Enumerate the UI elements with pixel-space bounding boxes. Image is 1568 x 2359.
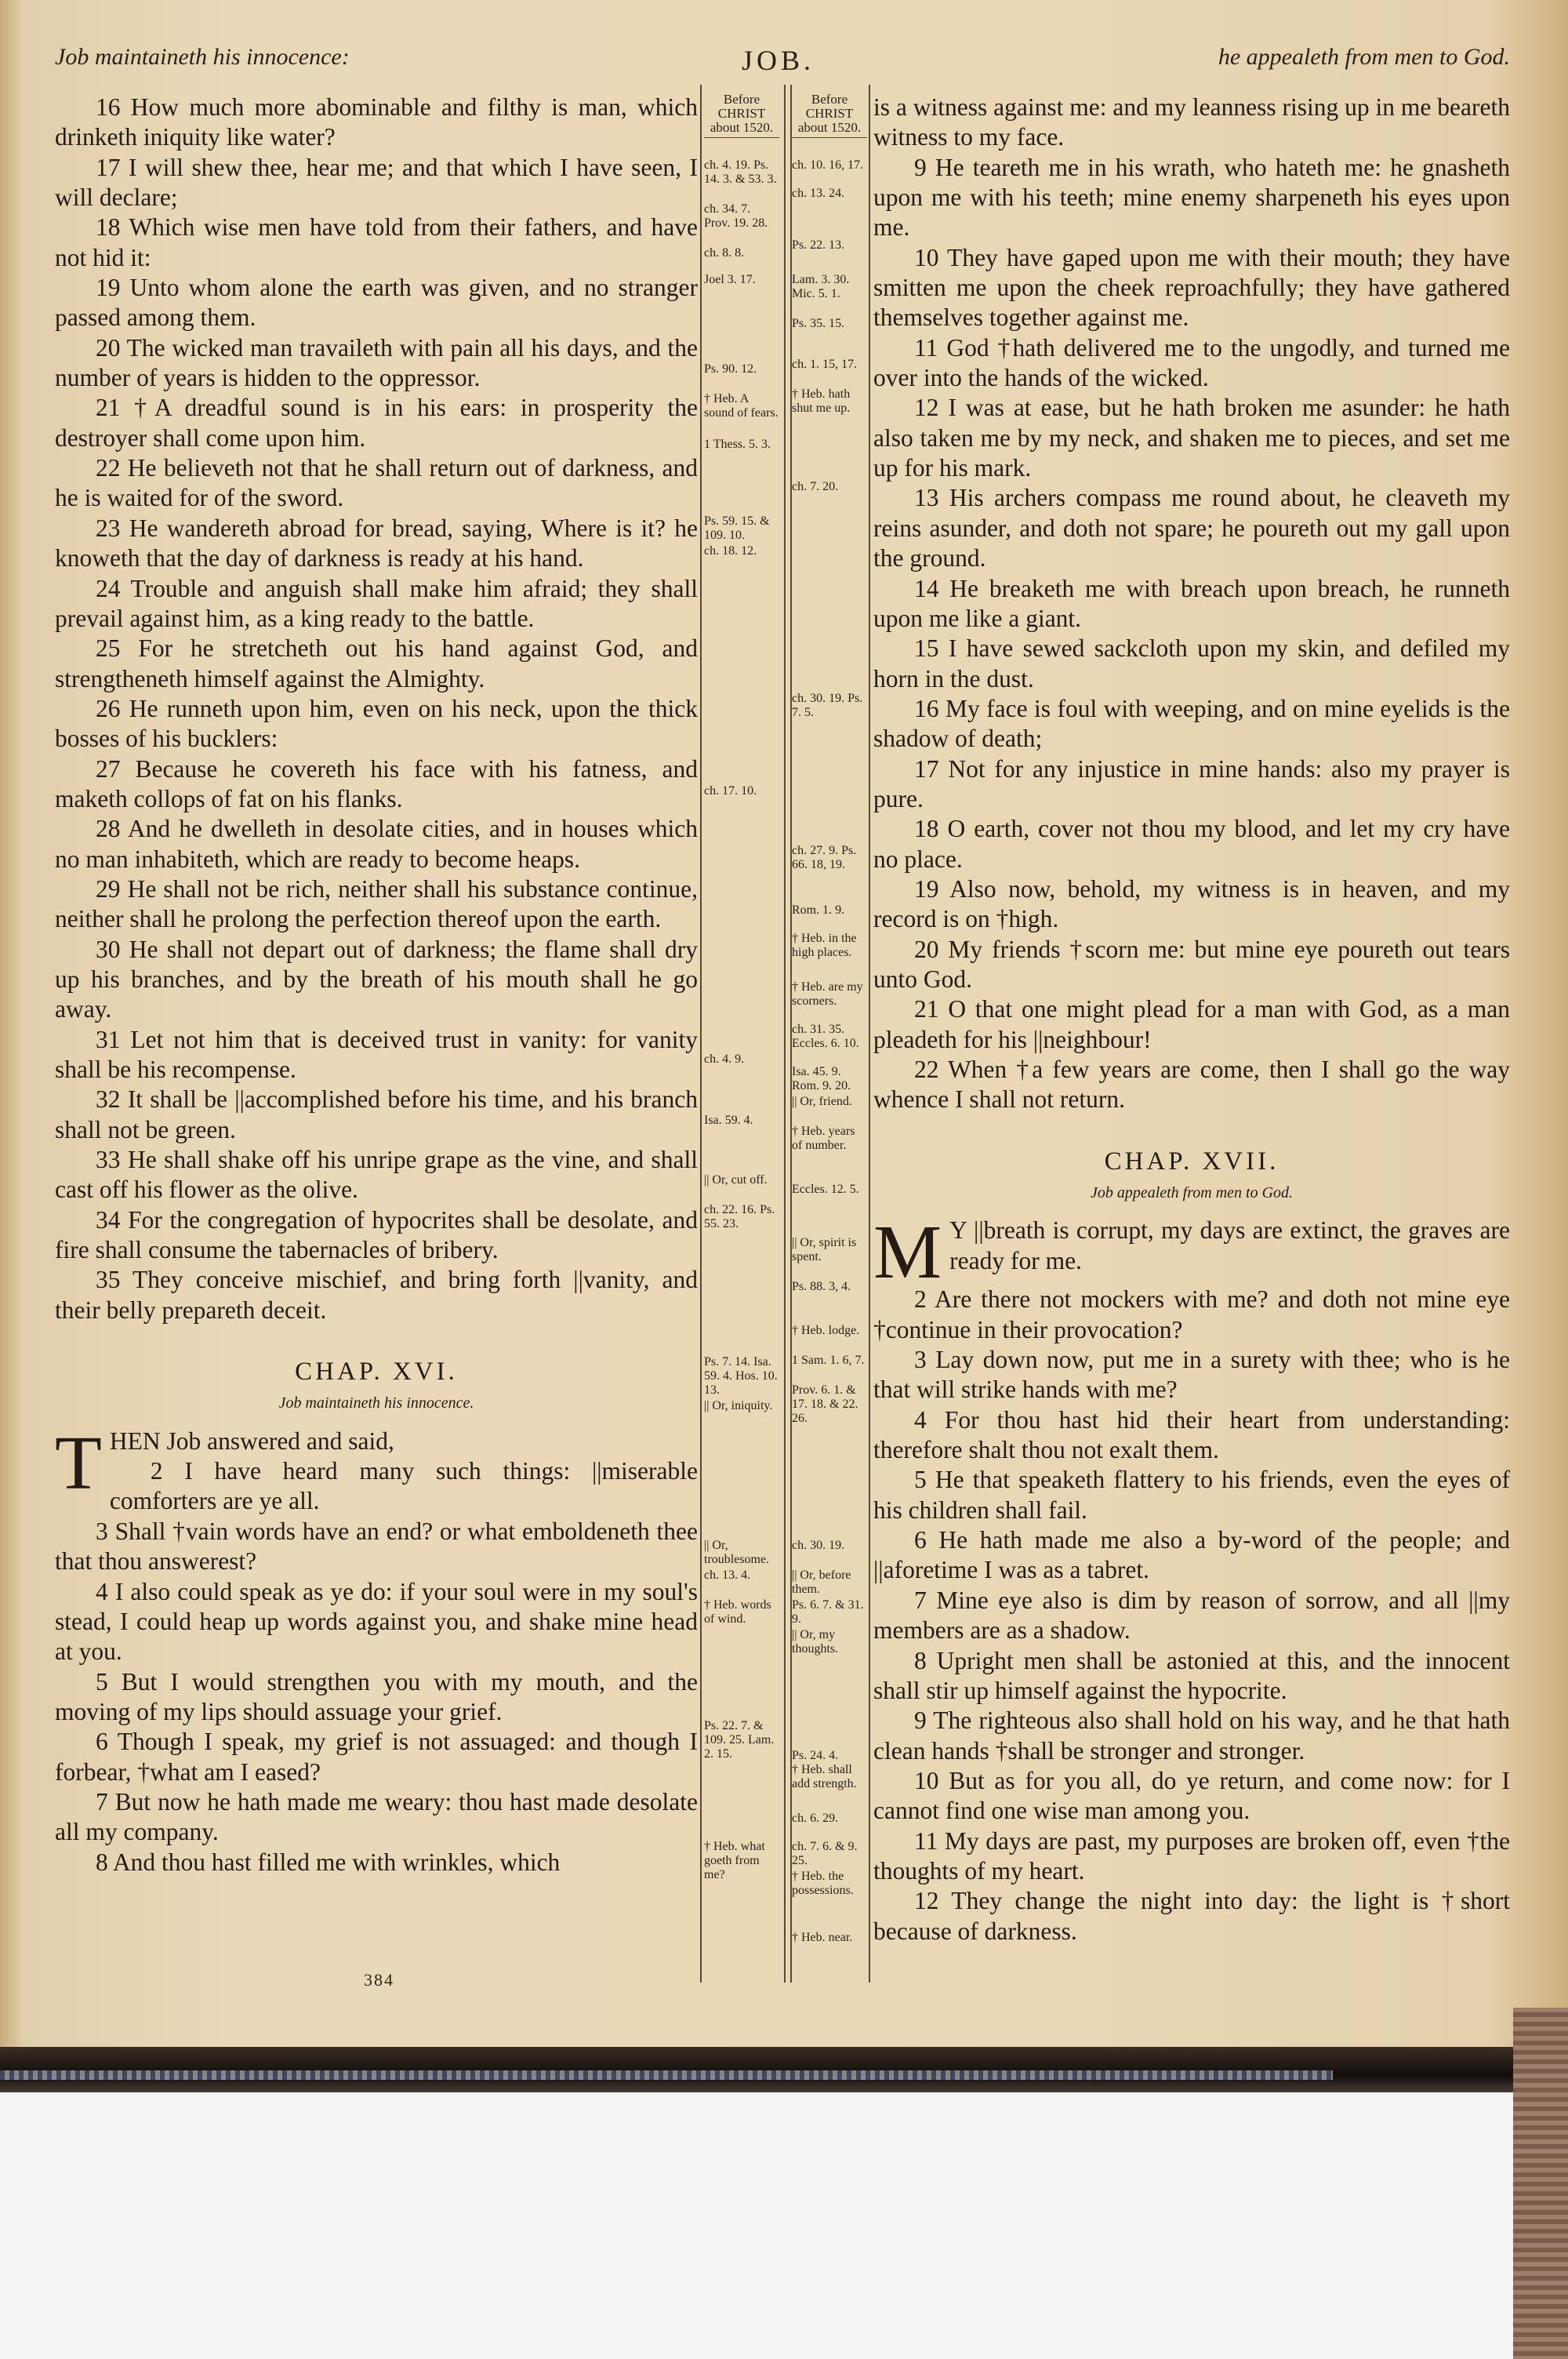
verse: 16 My face is foul with weeping, and on mine eyelids is the shadow of death; [873,694,1510,753]
margin-note: || Or, cut off. [704,1173,768,1187]
verse: 18 O earth, cover not thou my blood, and let my cry have no place. [873,815,1510,873]
background-surface [0,2092,1513,2359]
margin-note: ch. 4. 19. Ps. 14. 3. & 53. 3. [704,158,777,186]
margin-note: † Heb. years of number. [792,1125,855,1152]
margin-note: Isa. 45. 9. Rom. 9. 20. [792,1065,851,1092]
margin-header-line: Before [811,92,848,107]
running-head-right: he appealeth from men to God. [1218,44,1510,70]
chapter-summary: Job maintaineth his innocence. [278,1394,474,1412]
margin-note: † Heb. in the high places. [792,932,857,959]
verse: 4 I also could speak as ye do: if your soul were in my soul's stead, I could heap up words against you, and shake mine head at you. [55,1577,698,1666]
margin-note: Joel 3. 17. [704,273,756,286]
verse: 27 Because he covereth his face with his fatness, and maketh collops of fat on his flanks. [55,754,698,812]
margin-note: Ps. 59. 15. & 109. 10. [704,514,770,542]
verse: is a witness against me: and my leanness rising up in me beareth witness to my face. [873,93,1510,151]
verse: 2 Are there not mockers with me? and doth not mine eye †continue in their provocation? [873,1285,1510,1343]
verse: 15 I have sewed sackcloth upon my skin, and defiled my horn in the dust. [873,634,1510,692]
verse: 9 He teareth me in his wrath, who hateth me: he gnasheth upon me with his teeth; mine enemy sharpeneth his eyes upon me. [873,153,1510,242]
verse: 14 He breaketh me with breach upon breach, he runneth upon me like a giant. [873,574,1510,632]
margin-note: ch. 30. 19. Ps. 7. 5. [792,692,863,719]
verse: 9 The righteous also shall hold on his way, and he that hath clean hands †shall be stronger and stronger. [873,1707,1510,1765]
verse: 12 I was at ease, but he hath broken me asunder: he hath also taken me by my neck, and shaken me to pieces, and set me up for his mark. [873,394,1510,482]
verse: 17 Not for any injustice in mine hands: also my prayer is pure. [873,754,1510,812]
verse: Y ||breath is corrupt, my days are extinct, the graves are ready for me. [949,1216,1510,1274]
verse: 8 Upright men shall be astonied at this, and the innocent shall stir up himself against the hypocrite. [873,1646,1510,1704]
verse: 19 Unto whom alone the earth was given, and no stranger passed among them. [55,274,698,332]
verse: HEN Job answered and said, [109,1427,394,1455]
margin-note: † Heb. shall add strength. [792,1763,857,1790]
margin-note: || Or, iniquity. [704,1399,773,1412]
margin-header-line: CHRIST [717,106,766,121]
margin-note: ch. 6. 29. [792,1812,839,1825]
page-edge-marbling [0,2070,1333,2080]
margin-note: || Or, before them. [792,1568,851,1596]
column-rule-1 [700,85,702,1983]
verse: 25 For he stretcheth out his hand against God, and strengtheneth himself against the Almighty. [55,634,698,692]
page-number: 384 [364,1970,394,1990]
verse: 31 Let not him that is deceived trust in vanity: for vanity shall be his recompense. [55,1025,698,1083]
verse: 35 They conceive mischief, and bring forth ||vanity, and their belly prepareth deceit. [55,1266,698,1324]
margin-note: ch. 7. 6. & 9. 25. [792,1840,858,1867]
right-text-column [873,93,1510,1946]
margin-note: † Heb. lodge. [792,1324,860,1337]
margin-note: || Or, troublesome. [704,1539,770,1566]
column-rule-4 [869,85,870,1983]
running-head-left: Job maintaineth his innocence: [55,44,350,70]
margin-note: Ps. 22. 7. & 109. 25. Lam. 2. 15. [704,1719,775,1761]
verse: 22 He believeth not that he shall return out of darkness, and he is waited for of the sword. [55,454,698,512]
verse: 3 Lay down now, put me in a surety with thee; who is he that will strike hands with me? [873,1346,1510,1404]
verse: 23 He wandereth abroad for bread, saying, Where is it? he knoweth that the day of darkness is ready at his hand. [55,514,698,572]
margin-note: ch. 18. 12. [704,544,757,558]
margin-note: Ps. 24. 4. [792,1749,839,1762]
verse: 26 He runneth upon him, even on his neck, upon the thick bosses of his bucklers: [55,694,698,753]
margin-note: ch. 27. 9. Ps. 66. 18, 19. [792,844,857,871]
column-rule-2 [784,85,786,1983]
verse: 22 When †a few years are come, then I shall go the way whence I shall not return. [873,1056,1510,1114]
margin-note: Ps. 22. 13. [792,238,845,252]
margin-note: 1 Sam. 1. 6, 7. [792,1354,865,1367]
verse: 21 †A dreadful sound is in his ears: in prosperity the destroyer shall come upon him. [55,394,698,452]
margin-note: † Heb. near. [792,1931,853,1944]
drop-cap: M [873,1210,942,1296]
verse: 7 Mine eye also is dim by reason of sorrow, and all ||my members are as a shadow. [873,1586,1510,1645]
book-cover-cloth [1513,2008,1568,2359]
verse: 18 Which wise men have told from their fathers, and have not hid it: [55,213,698,271]
margin-note: ch. 17. 10. [704,784,757,798]
margin-header [704,93,779,138]
margin-note: ch. 13. 4. [704,1568,751,1582]
verse: 7 But now he hath made me weary: thou hast made desolate all my company. [55,1787,698,1846]
verse: 34 For the congregation of hypocrites shall be desolate, and fire shall consume the tabernacles of bribery. [55,1205,698,1264]
verse: 6 Though I speak, my grief is not assuaged: and though I forbear, †what am I eased? [55,1728,698,1786]
verse: 20 The wicked man travaileth with pain all his days, and the number of years is hidden to the oppressor. [55,333,698,392]
margin-note: Ps. 35. 15. [792,317,845,330]
margin-note: Ps. 7. 14. Isa. 59. 4. Hos. 10. 13. [704,1355,778,1397]
margin-note: ch. 31. 35. Eccles. 6. 10. [792,1023,859,1050]
running-head-book-title: JOB. [742,45,815,76]
verse: 33 He shall shake off his unripe grape as the vine, and shall cast off his flower as the olive. [55,1146,698,1204]
margin-note: ch. 10. 16, 17. [792,158,864,172]
verse: 30 He shall not depart out of darkness; the flame shall dry up his branches, and by the breath of his mouth shall he go away. [55,935,698,1023]
chapter-heading: CHAP. XVII. [1104,1147,1279,1176]
margin-note: † Heb. hath shut me up. [792,387,851,415]
margin-note: Lam. 3. 30. Mic. 5. 1. [792,273,850,300]
verse: 12 They change the night into day: the light is †short because of darkness. [873,1887,1510,1945]
margin-note: ch. 22. 16. Ps. 55. 23. [704,1203,775,1230]
margin-note: || Or, spirit is spent. [792,1236,857,1263]
verse: 32 It shall be ||accomplished before his time, and his branch shall not be green. [55,1085,698,1143]
margin-note: † Heb. A sound of fears. [704,392,779,420]
margin-note: ch. 4. 9. [704,1052,745,1066]
margin-note: ch. 34. 7. Prov. 19. 28. [704,202,768,230]
margin-note: † Heb. what goeth from me? [704,1840,765,1881]
left-text-column [55,93,698,1877]
margin-header-line: about 1520. [710,120,774,135]
verse: 17 I will shew thee, hear me; and that which I have seen, I will declare; [55,153,698,212]
verse: 8 And thou hast filled me with wrinkles, which [96,1848,561,1876]
verse: 10 They have gaped upon me with their mouth; they have smitten me upon the cheek reproachfully; they have gathered themselves together against me. [873,243,1510,332]
margin-note: || Or, my thoughts. [792,1628,839,1656]
margin-note: ch. 7. 20. [792,480,839,493]
verse: 20 My friends †scorn me: but mine eye poureth out tears unto God. [873,935,1510,993]
margin-note: † Heb. words of wind. [704,1598,771,1626]
margin-note: 1 Thess. 5. 3. [704,438,771,451]
verse: 6 He hath made me also a by-word of the people; and ||aforetime I was as a tabret. [873,1526,1510,1584]
verse: 28 And he dwelleth in desolate cities, and in houses which no man inhabiteth, which are ready to become heaps. [55,815,698,873]
margin-header-line: about 1520. [797,120,862,135]
margin-header [792,93,867,138]
margin-note: Rom. 1. 9. [792,903,845,917]
verse: 24 Trouble and anguish shall make him afraid; they shall prevail against him, as a king ready to the battle. [55,574,698,632]
verse: 10 But as for you all, do ye return, and come now: for I cannot find one wise man among you. [873,1766,1510,1825]
margin-note: ch. 13. 24. [792,187,845,200]
margin-notes-column-b [792,92,867,1944]
margin-note: Ps. 90. 12. [704,362,757,376]
margin-note: † Heb. are my scorners. [792,980,863,1008]
verse: 2 I have heard many such things: ||miserable comforters are ye all. [109,1457,698,1515]
verse: 29 He shall not be rich, neither shall his substance continue, neither shall he prolong the perfection thereof upon the earth. [55,874,698,933]
margin-note: ch. 1. 15, 17. [792,358,858,371]
verse: 5 He that speaketh flattery to his friends, even the eyes of his children shall fail. [873,1466,1510,1524]
verse: 11 God †hath delivered me to the ungodly, and turned me over into the hands of the wicked. [873,333,1510,392]
margin-header-line: CHRIST [805,106,854,121]
verse: 16 How much more abominable and filthy is man, which drinketh iniquity like water? [55,93,698,151]
margin-note: ch. 8. 8. [704,246,745,260]
margin-note: † Heb. the possessions. [792,1870,854,1897]
margin-note: Ps. 6. 7. & 31. 9. [792,1598,864,1626]
margin-note: || Or, friend. [792,1095,852,1108]
verse: 4 For thou hast hid their heart from understanding: therefore shalt thou not exalt them. [873,1405,1510,1464]
verse: 21 O that one might plead for a man with God, as a man pleadeth for his ||neighbour! [873,995,1510,1053]
margin-note: ch. 30. 19. [792,1539,845,1552]
margin-note: Eccles. 12. 5. [792,1183,859,1196]
chapter-summary: Job appealeth from men to God. [1090,1184,1294,1202]
chapter-heading: CHAP. XVI. [295,1358,458,1387]
verse: 13 His archers compass me round about, he cleaveth my reins asunder, and doth not spare; he poureth out my gall upon the ground. [873,484,1510,572]
verse: 19 Also now, behold, my witness is in heaven, and my record is on †high. [873,874,1510,933]
margin-note: Ps. 88. 3, 4. [792,1280,851,1293]
margin-note: Prov. 6. 1. & 17. 18. & 22. 26. [792,1383,858,1425]
verse: 5 But I would strengthen you with my mouth, and the moving of my lips should assuage your grief. [55,1667,698,1725]
margin-header-line: Before [723,92,760,107]
margin-notes-column-a [704,92,779,1881]
verse: 3 Shall †vain words have an end? or what emboldeneth thee that thou answerest? [55,1517,698,1576]
drop-cap: T [55,1420,102,1506]
verse: 11 My days are past, my purposes are broken off, even †the thoughts of my heart. [873,1826,1510,1885]
margin-note: Isa. 59. 4. [704,1114,753,1127]
